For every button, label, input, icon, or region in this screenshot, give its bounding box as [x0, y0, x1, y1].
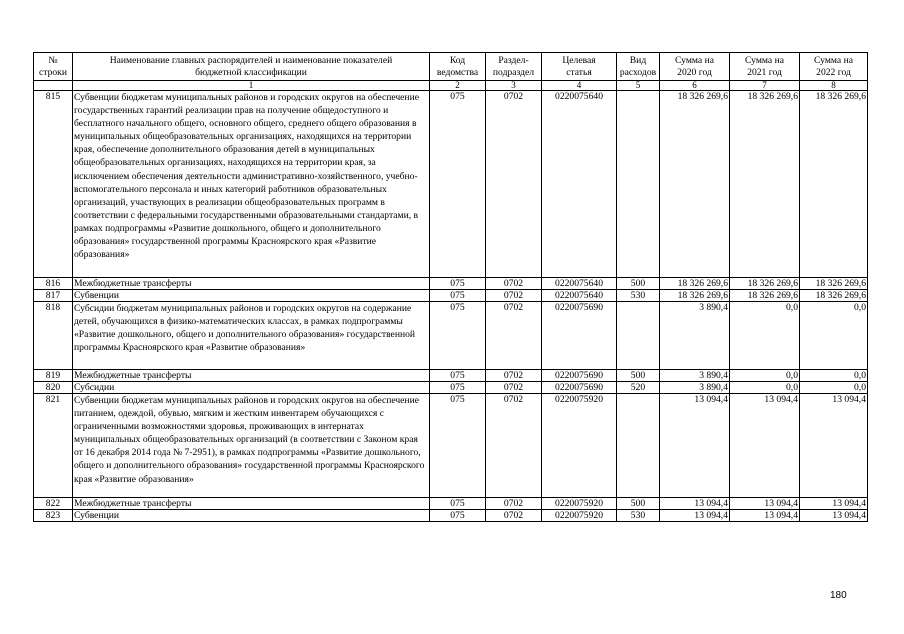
row-sum-2021: 13 094,4 — [730, 498, 800, 510]
column-number-cell: 4 — [542, 81, 617, 91]
row-dept-code: 075 — [430, 510, 486, 522]
row-sum-2020: 3 890,4 — [660, 302, 730, 370]
row-sum-2022: 13 094,4 — [800, 394, 868, 498]
row-name: Субсидии бюджетам муниципальных районов и городских округов на содержание детей, обучающихся в физико-математических классах, в рамках подпрограммы «Развитие дошкольного, общего и дополнительного образования» государственной программы Красноярского края «Развитие образования» — [73, 302, 430, 370]
row-target-article: 0220075690 — [542, 302, 617, 370]
row-dept-code: 075 — [430, 394, 486, 498]
table-row — [34, 278, 868, 290]
row-sum-2021: 0,0 — [730, 302, 800, 370]
row-sum-2022: 18 326 269,6 — [800, 91, 868, 278]
row-section: 0702 — [486, 382, 542, 394]
row-number: 818 — [34, 302, 73, 370]
column-number-cell — [34, 81, 73, 91]
row-sum-2020: 3 890,4 — [660, 370, 730, 382]
row-number: 817 — [34, 290, 73, 302]
row-target-article: 0220075640 — [542, 278, 617, 290]
table-row — [34, 382, 868, 394]
column-number-cell: 7 — [730, 81, 800, 91]
row-dept-code: 075 — [430, 302, 486, 370]
row-section: 0702 — [486, 394, 542, 498]
row-name: Межбюджетные трансферты — [73, 278, 430, 290]
header-dept-code: Код ведомства — [430, 53, 486, 81]
row-dept-code: 075 — [430, 91, 486, 278]
table-header — [34, 53, 868, 91]
row-name: Межбюджетные трансферты — [73, 498, 430, 510]
budget-table — [33, 52, 868, 522]
row-expense-type: 500 — [617, 498, 660, 510]
row-expense-type — [617, 394, 660, 498]
column-number-cell: 3 — [486, 81, 542, 91]
table-row — [34, 510, 868, 522]
column-number-row — [34, 81, 868, 91]
row-sum-2021: 18 326 269,6 — [730, 278, 800, 290]
header-row-no: № строки — [34, 53, 73, 81]
header-target-article: Целевая статья — [542, 53, 617, 81]
row-sum-2021: 18 326 269,6 — [730, 91, 800, 278]
table-row — [34, 290, 868, 302]
row-section: 0702 — [486, 290, 542, 302]
header-sum-2020: Сумма на 2020 год — [660, 53, 730, 81]
row-name: Субвенции — [73, 510, 430, 522]
header-section: Раздел- подраздел — [486, 53, 542, 81]
row-dept-code: 075 — [430, 370, 486, 382]
row-target-article: 0220075690 — [542, 382, 617, 394]
row-section: 0702 — [486, 370, 542, 382]
row-sum-2020: 18 326 269,6 — [660, 278, 730, 290]
row-sum-2020: 13 094,4 — [660, 498, 730, 510]
row-expense-type: 520 — [617, 382, 660, 394]
row-number: 820 — [34, 382, 73, 394]
table-row — [34, 302, 868, 370]
row-name: Субвенции — [73, 290, 430, 302]
row-target-article: 0220075640 — [542, 290, 617, 302]
row-expense-type: 500 — [617, 370, 660, 382]
row-dept-code: 075 — [430, 290, 486, 302]
column-number-cell: 8 — [800, 81, 868, 91]
row-name: Субвенции бюджетам муниципальных районов и городских округов на обеспечение государственных гарантий реализации прав на получение общедоступного и бесплатного начального общего, основного общего, среднего общего образования в муниципальных общеобразовательных организациях, находящихся на территории края, обеспечение дополнительного образования детей в муниципальных общеобразовательных организациях, находящихся на территории края, за исключением обеспечения деятельности административно-хозяйственного, учебно-вспомогательного персонала и иных категорий работников образовательных организаций, участвующих в реализации общеобразовательных программ в соответствии с федеральными государственными образовательными стандартами, в рамках подпрограммы «Развитие дошкольного, общего и дополнительного образования» государственной программы Красноярского края «Развитие образования» — [73, 91, 430, 278]
row-sum-2020: 18 326 269,6 — [660, 91, 730, 278]
row-sum-2022: 13 094,4 — [800, 498, 868, 510]
row-dept-code: 075 — [430, 278, 486, 290]
row-section: 0702 — [486, 91, 542, 278]
row-section: 0702 — [486, 510, 542, 522]
column-number-cell: 6 — [660, 81, 730, 91]
row-target-article: 0220075920 — [542, 394, 617, 498]
row-dept-code: 075 — [430, 498, 486, 510]
row-sum-2021: 0,0 — [730, 370, 800, 382]
column-number-cell: 5 — [617, 81, 660, 91]
row-sum-2022: 0,0 — [800, 302, 868, 370]
row-number: 819 — [34, 370, 73, 382]
row-sum-2021: 13 094,4 — [730, 510, 800, 522]
table-row — [34, 91, 868, 278]
row-target-article: 0220075690 — [542, 370, 617, 382]
header-expense-type: Вид расходов — [617, 53, 660, 81]
row-name: Субсидии — [73, 382, 430, 394]
row-sum-2020: 18 326 269,6 — [660, 290, 730, 302]
row-name: Межбюджетные трансферты — [73, 370, 430, 382]
row-sum-2021: 0,0 — [730, 382, 800, 394]
row-section: 0702 — [486, 278, 542, 290]
row-target-article: 0220075920 — [542, 498, 617, 510]
row-number: 821 — [34, 394, 73, 498]
row-sum-2022: 0,0 — [800, 370, 868, 382]
row-name: Субвенции бюджетам муниципальных районов и городских округов на обеспечение питанием, одеждой, обувью, мягким и жестким инвентарем обучающихся с ограниченными возможностями здоровья, проживающих в интернатах муниципальных общеобразовательных организаций (в соответствии с Законом края от 16 декабря 2014 года № 7-2951), в рамках подпрограммы «Развитие дошкольного, общего и дополнительного образования» государственной программы Красноярского края «Развитие образования» — [73, 394, 430, 498]
header-sum-2021: Сумма на 2021 год — [730, 53, 800, 81]
row-expense-type: 530 — [617, 290, 660, 302]
table-row — [34, 370, 868, 382]
column-number-cell: 2 — [430, 81, 486, 91]
table-row — [34, 498, 868, 510]
row-number: 822 — [34, 498, 73, 510]
row-sum-2021: 13 094,4 — [730, 394, 800, 498]
row-sum-2022: 13 094,4 — [800, 510, 868, 522]
row-sum-2022: 18 326 269,6 — [800, 278, 868, 290]
page-number: 180 — [830, 590, 847, 601]
row-number: 816 — [34, 278, 73, 290]
row-sum-2022: 18 326 269,6 — [800, 290, 868, 302]
row-number: 823 — [34, 510, 73, 522]
row-sum-2020: 3 890,4 — [660, 382, 730, 394]
row-expense-type: 530 — [617, 510, 660, 522]
row-sum-2021: 18 326 269,6 — [730, 290, 800, 302]
row-expense-type: 500 — [617, 278, 660, 290]
row-target-article: 0220075640 — [542, 91, 617, 278]
row-section: 0702 — [486, 302, 542, 370]
row-dept-code: 075 — [430, 382, 486, 394]
row-sum-2020: 13 094,4 — [660, 510, 730, 522]
row-target-article: 0220075920 — [542, 510, 617, 522]
row-expense-type — [617, 302, 660, 370]
header-sum-2022: Сумма на 2022 год — [800, 53, 868, 81]
row-number: 815 — [34, 91, 73, 278]
column-number-cell: 1 — [73, 81, 430, 91]
header-name: Наименование главных распорядителей и наименование показателей бюджетной классификации — [73, 53, 430, 81]
row-expense-type — [617, 91, 660, 278]
row-section: 0702 — [486, 498, 542, 510]
row-sum-2020: 13 094,4 — [660, 394, 730, 498]
row-sum-2022: 0,0 — [800, 382, 868, 394]
table-row — [34, 394, 868, 498]
